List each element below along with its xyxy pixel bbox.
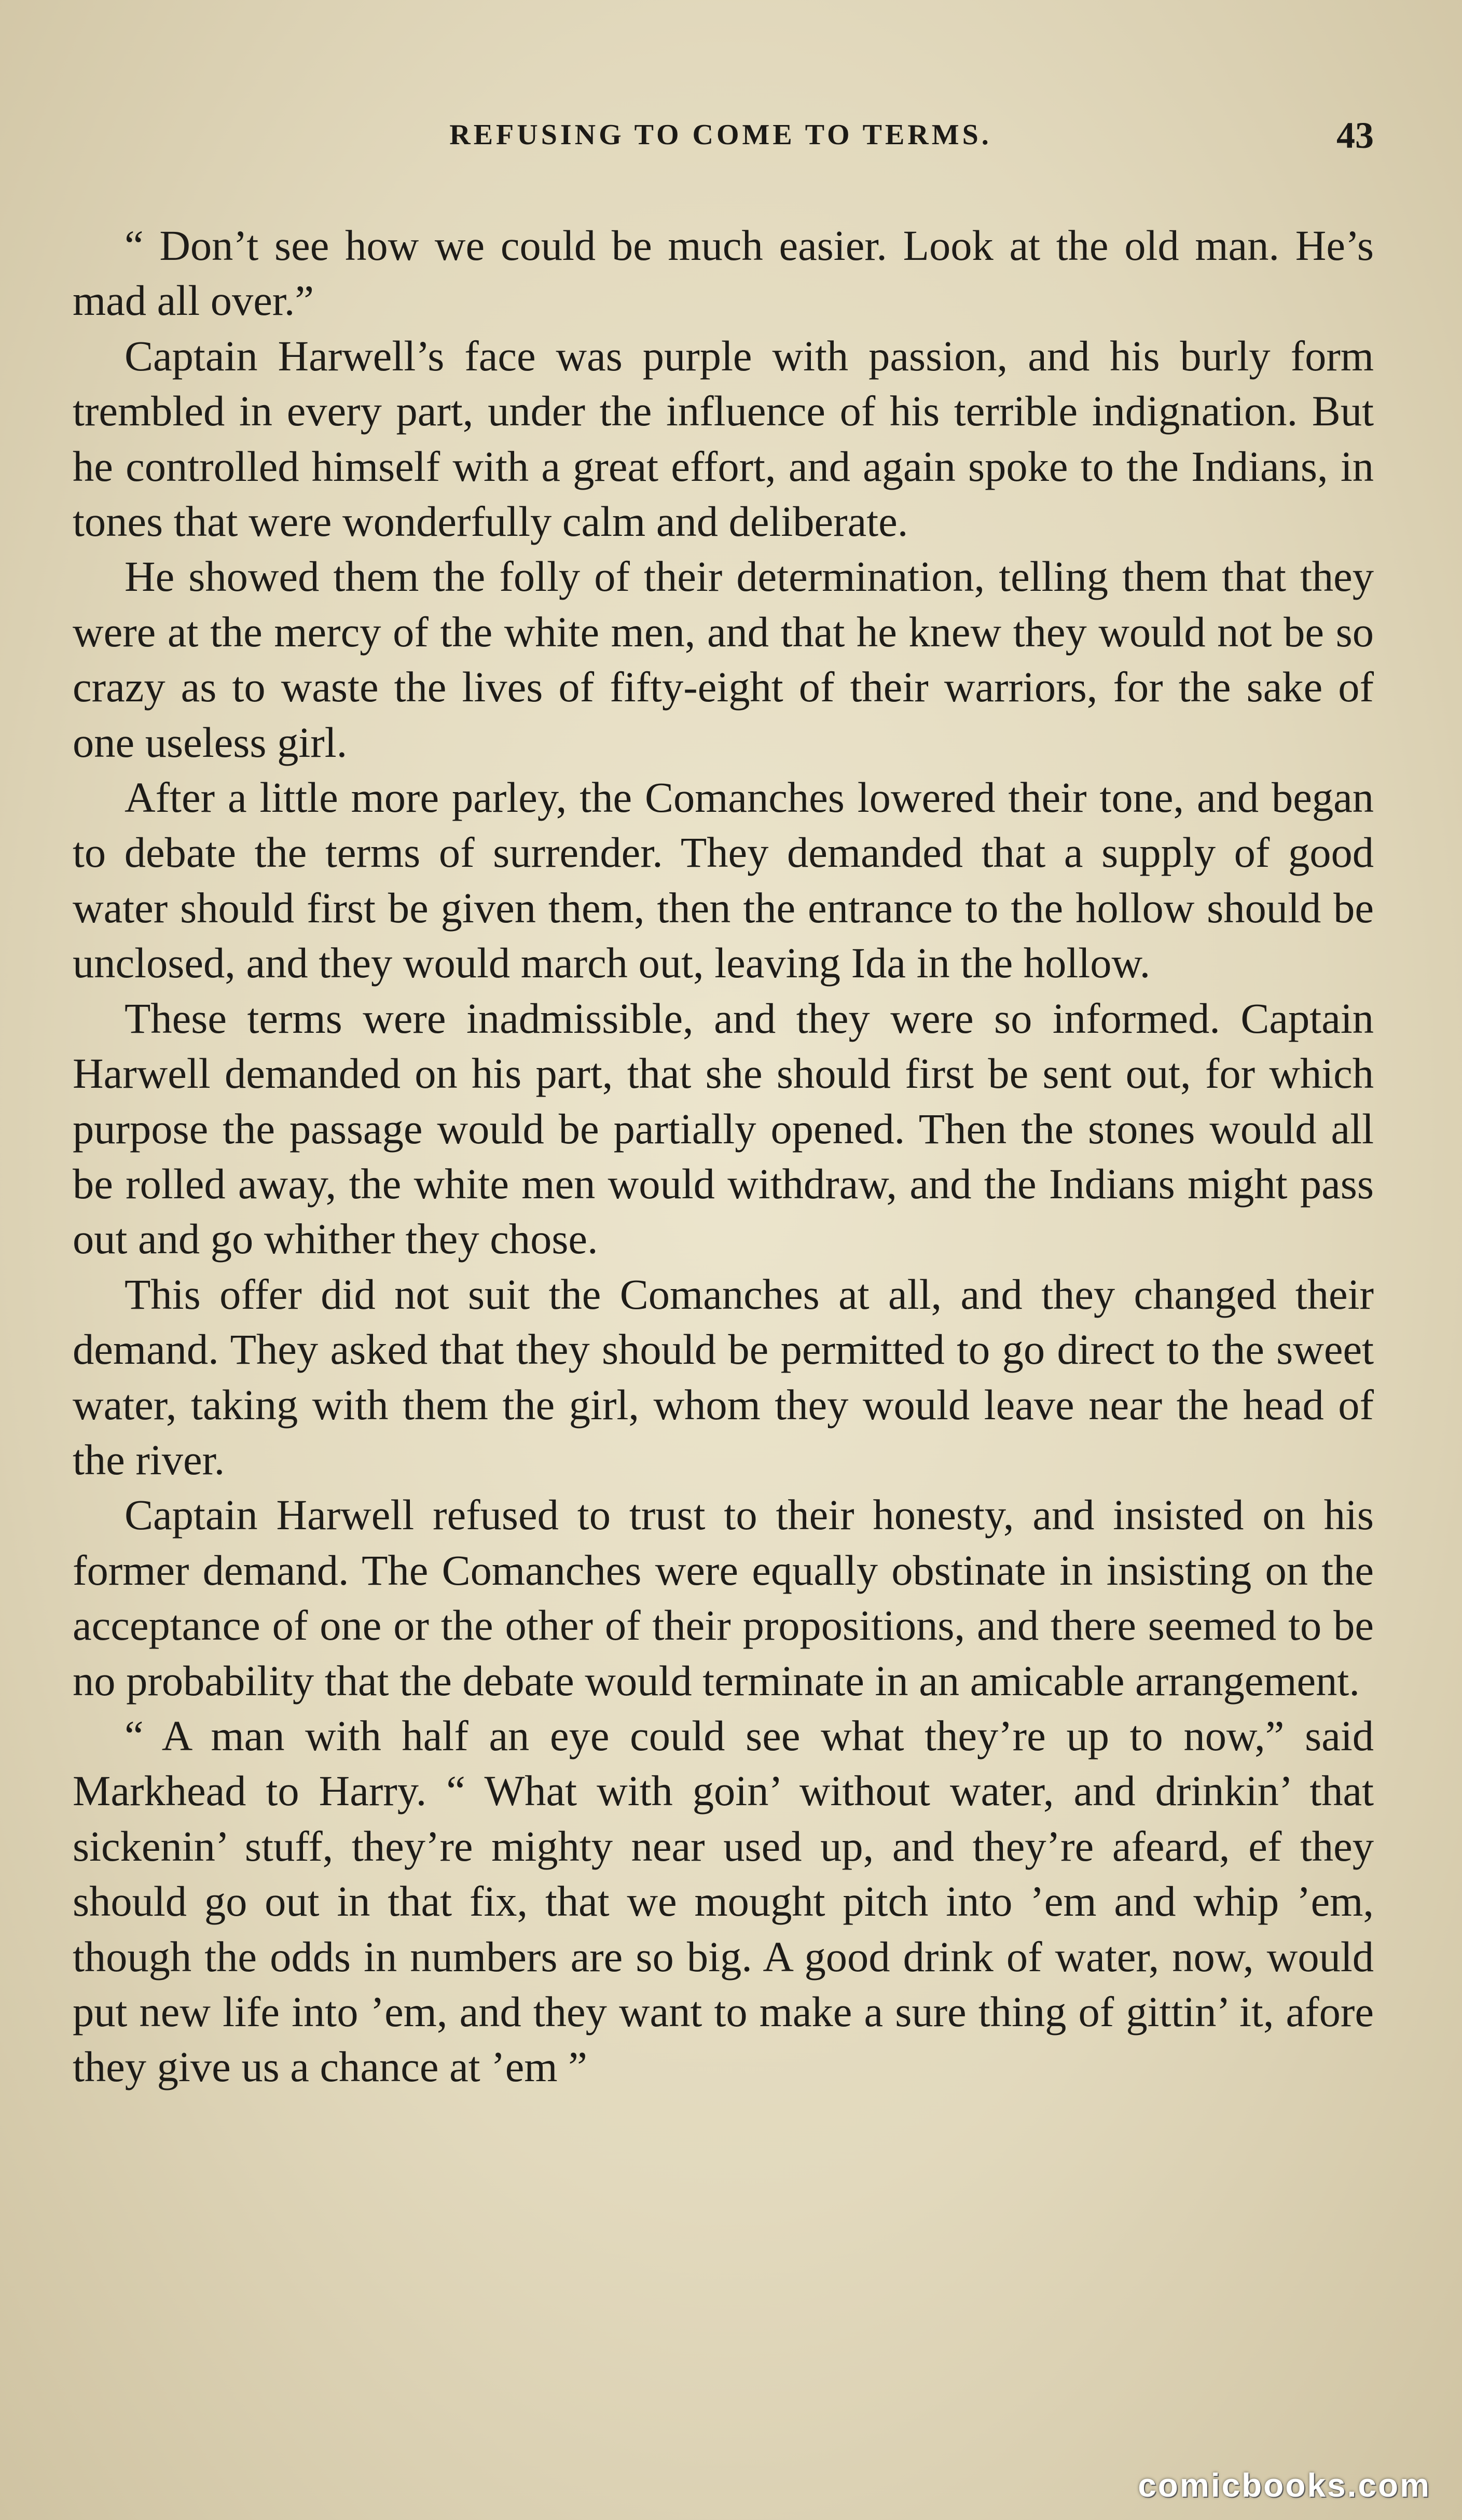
- paragraph: These terms were inadmissible, and they were so informed. Captain Harwell demanded on his part, that she should first be sent out, for which purpose the passage would be partially opened. Then the stones would all be rolled away, the white men would withdraw, and the Indians might pass out and go whither they chose.: [73, 994, 1374, 1263]
- page-header: [67, 115, 1374, 170]
- paragraph: This offer did not suit the Comanches at all, and they changed their demand. They asked that they should be permitted to go direct to the sweet water, taking with them the girl, whom they would leave near the head of the river.: [73, 1270, 1374, 1484]
- site-watermark: comicbooks.com: [1138, 2467, 1431, 2504]
- paragraph: “ A man with half an eye could see what they’re up to now,” said Markhead to Harry. “ What with goin’ without water, and drinkin’ that sickenin’ stuff, they’re mighty near used up, and they’re afeard, ef they should go out in that fix, that we mought pitch into ’em and whip ’em, though the odds in numbers are so big. A good drink of water, now, would put new life into ’em, and they want to make a sure thing of gittin’ it, afore they give us a chance at ’em ”: [73, 1711, 1374, 2091]
- body-text: [73, 218, 1374, 2095]
- paragraph: He showed them the folly of their determination, telling them that they were at the mercy of the white men, and that he knew they would not be so crazy as to waste the lives of fifty-eight of their warriors, for the sake of one useless girl.: [73, 552, 1374, 766]
- running-head: REFUSING TO COME TO TERMS.: [449, 119, 992, 151]
- paragraph: After a little more parley, the Comanches lowered their tone, and began to debate the terms of surrender. They demanded that a supply of good water should first be given them, then the entrance to the hollow should be unclosed, and they would march out, leaving Ida in the hollow.: [73, 773, 1374, 987]
- paragraph: Captain Harwell’s face was purple with passion, and his burly form trembled in every part, under the influence of his terrible indignation. But he controlled himself with a great effort, and again spoke to the Indians, in tones that were wonderfully calm and deliberate.: [73, 331, 1374, 546]
- paragraph: Captain Harwell refused to trust to their honesty, and insisted on his former demand. The Comanches were equally obstinate in insisting on the acceptance of one or the other of their propositions, and there seemed to be no probability that the debate would terminate in an amicable arrangement.: [73, 1491, 1374, 1705]
- paragraph: “ Don’t see how we could be much easier. Look at the old man. He’s mad all over.”: [73, 221, 1374, 325]
- page-number: 43: [1336, 115, 1374, 156]
